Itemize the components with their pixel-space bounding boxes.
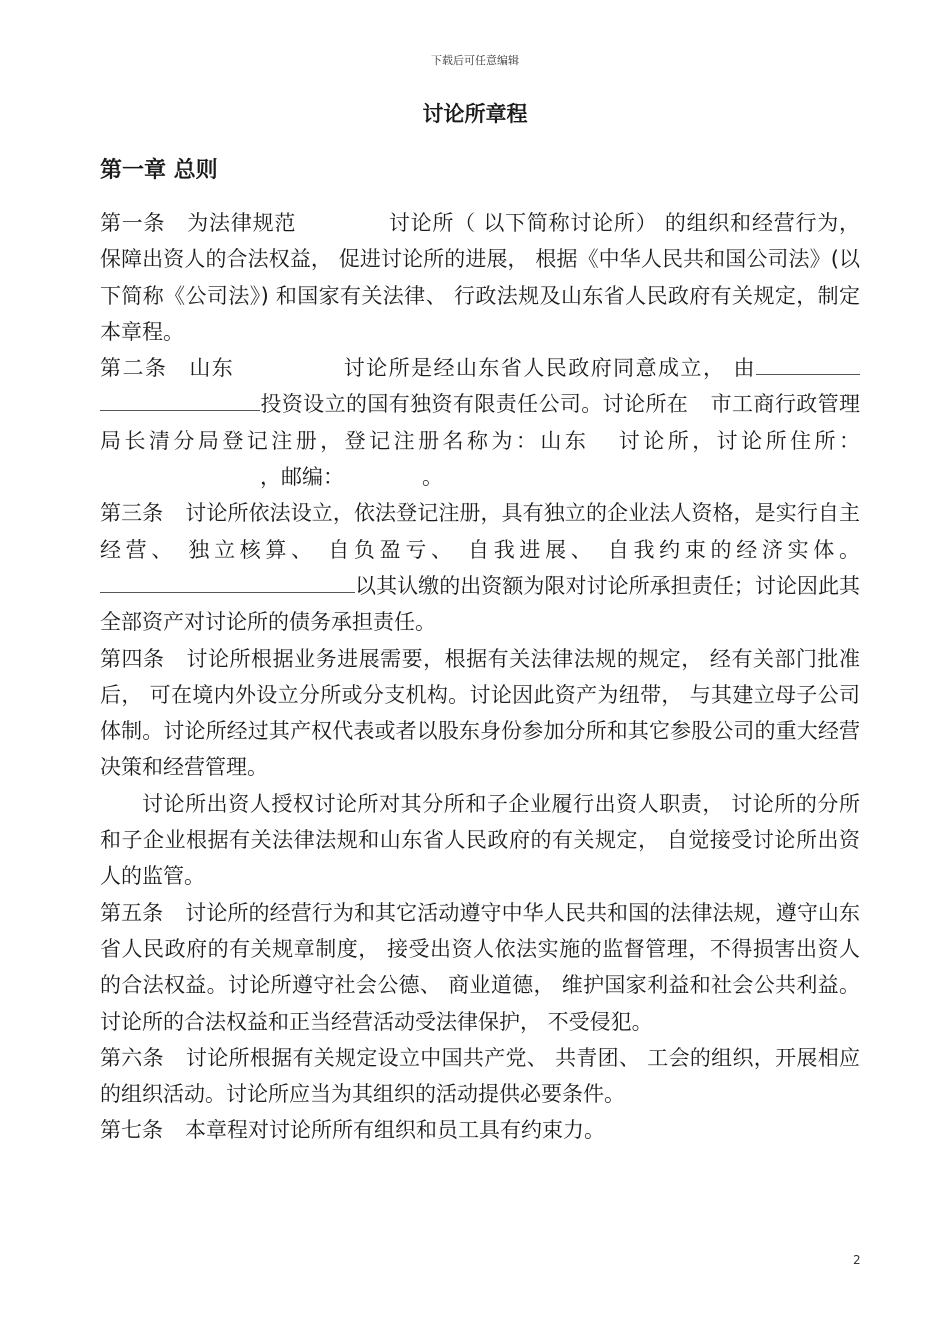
article-text: 讨论所出资人授权讨论所对其分所和子企业履行出资人职责， 讨论所的分所和子企业根据有关法律法规和山东省人民政府的有关规定， 自觉接受讨论所出资人的监管。 — [100, 791, 860, 889]
article-label: 第七条 — [100, 1118, 163, 1143]
article-text: 讨论所根据业务进展需要，根据有关法律法规的规定， 经有关部门批准后， 可在境内外设立分所或分支机构。讨论因此资产为纽带， 与其建立母子公司体制。讨论所经过其产权代表或者以股东身份参加分所和其它参股公司的重大经营决策和经营管理。 — [100, 646, 860, 780]
article-5 — [100, 895, 860, 1040]
article-6 — [100, 1040, 860, 1113]
page-header-note: 下载后可任意编辑 — [431, 54, 519, 67]
article-text: 市工商行政管理局长清分局登记注册，登记注册名称为：山东 — [100, 392, 860, 453]
article-4-paragraph-2 — [100, 786, 860, 895]
article-1 — [100, 205, 860, 350]
article-text: 以其认缴的出资额为限对讨论所承担责任；讨论因此其全部资产对讨论所的债务承担责任。 — [100, 573, 860, 635]
article-text: 讨论所是经山东省人民政府同意成立， 由 — [342, 356, 756, 381]
article-4 — [100, 641, 860, 786]
article-text: ，邮编： — [260, 465, 344, 490]
article-text: 讨论所（ 以下简称讨论所） 的组织和经营行为， 保障出资人的合法权益， 促进讨论所的进展， 根据《中华人民共和国公司法》(以下简称《公司法》) 和国家有关法律、 行政法规及山东省人民政府有关规定，制定本章程。 — [100, 211, 860, 344]
chapter-heading: 第一章 总则 — [100, 158, 218, 183]
article-text: 讨论所的经营行为和其它活动遵守中华人民共和国的法律法规，遵守山东省人民政府的有关规章制度， 接受出资人依法实施的监督管理，不得损害出资人的合法权益。讨论所遵守社会公德、 商业道德， 维护国家利益和社会公共利益。讨论所的合法权益和正当经营活动受法律保护， 不受侵犯。 — [100, 900, 860, 1034]
article-label: 第五条 — [100, 900, 164, 925]
article-label: 第二条 — [100, 356, 168, 381]
article-label: 第六条 — [100, 1045, 164, 1070]
article-text: 讨论所，讨论所住所： — [615, 428, 861, 453]
fill-blank — [100, 570, 355, 593]
article-text: 。 — [422, 465, 443, 490]
fill-blank — [100, 388, 260, 411]
article-7 — [100, 1112, 860, 1148]
article-text: 本章程对讨论所所有组织和员工具有约束力。 — [185, 1118, 605, 1143]
article-text: 山东 — [189, 356, 235, 381]
article-text: 讨论所根据有关规定设立中国共产党、 共青团、 工会的组织，开展相应的组织活动。讨论所应当为其组织的活动提供必要条件。 — [100, 1045, 860, 1107]
document-title: 讨论所章程 — [422, 102, 528, 126]
document-body — [100, 205, 860, 1149]
article-text: 投资设立的国有独资有限责任公司。讨论所在 — [260, 392, 689, 417]
article-label: 第四条 — [100, 646, 165, 671]
page-number: 2 — [853, 1253, 861, 1267]
fill-blank — [756, 352, 860, 375]
article-label: 第三条 — [100, 501, 164, 526]
article-text: 讨论所依法设立，依法登记注册，具有独立的企业法人资格，是实行自主经营、 独立核算、 自负盈亏、 自我进展、 自我约束的经济实体。 — [100, 501, 860, 562]
article-label: 第一条 — [100, 211, 166, 235]
article-3 — [100, 495, 860, 640]
article-2 — [100, 350, 860, 495]
article-text: 为法律规范 — [187, 211, 297, 235]
